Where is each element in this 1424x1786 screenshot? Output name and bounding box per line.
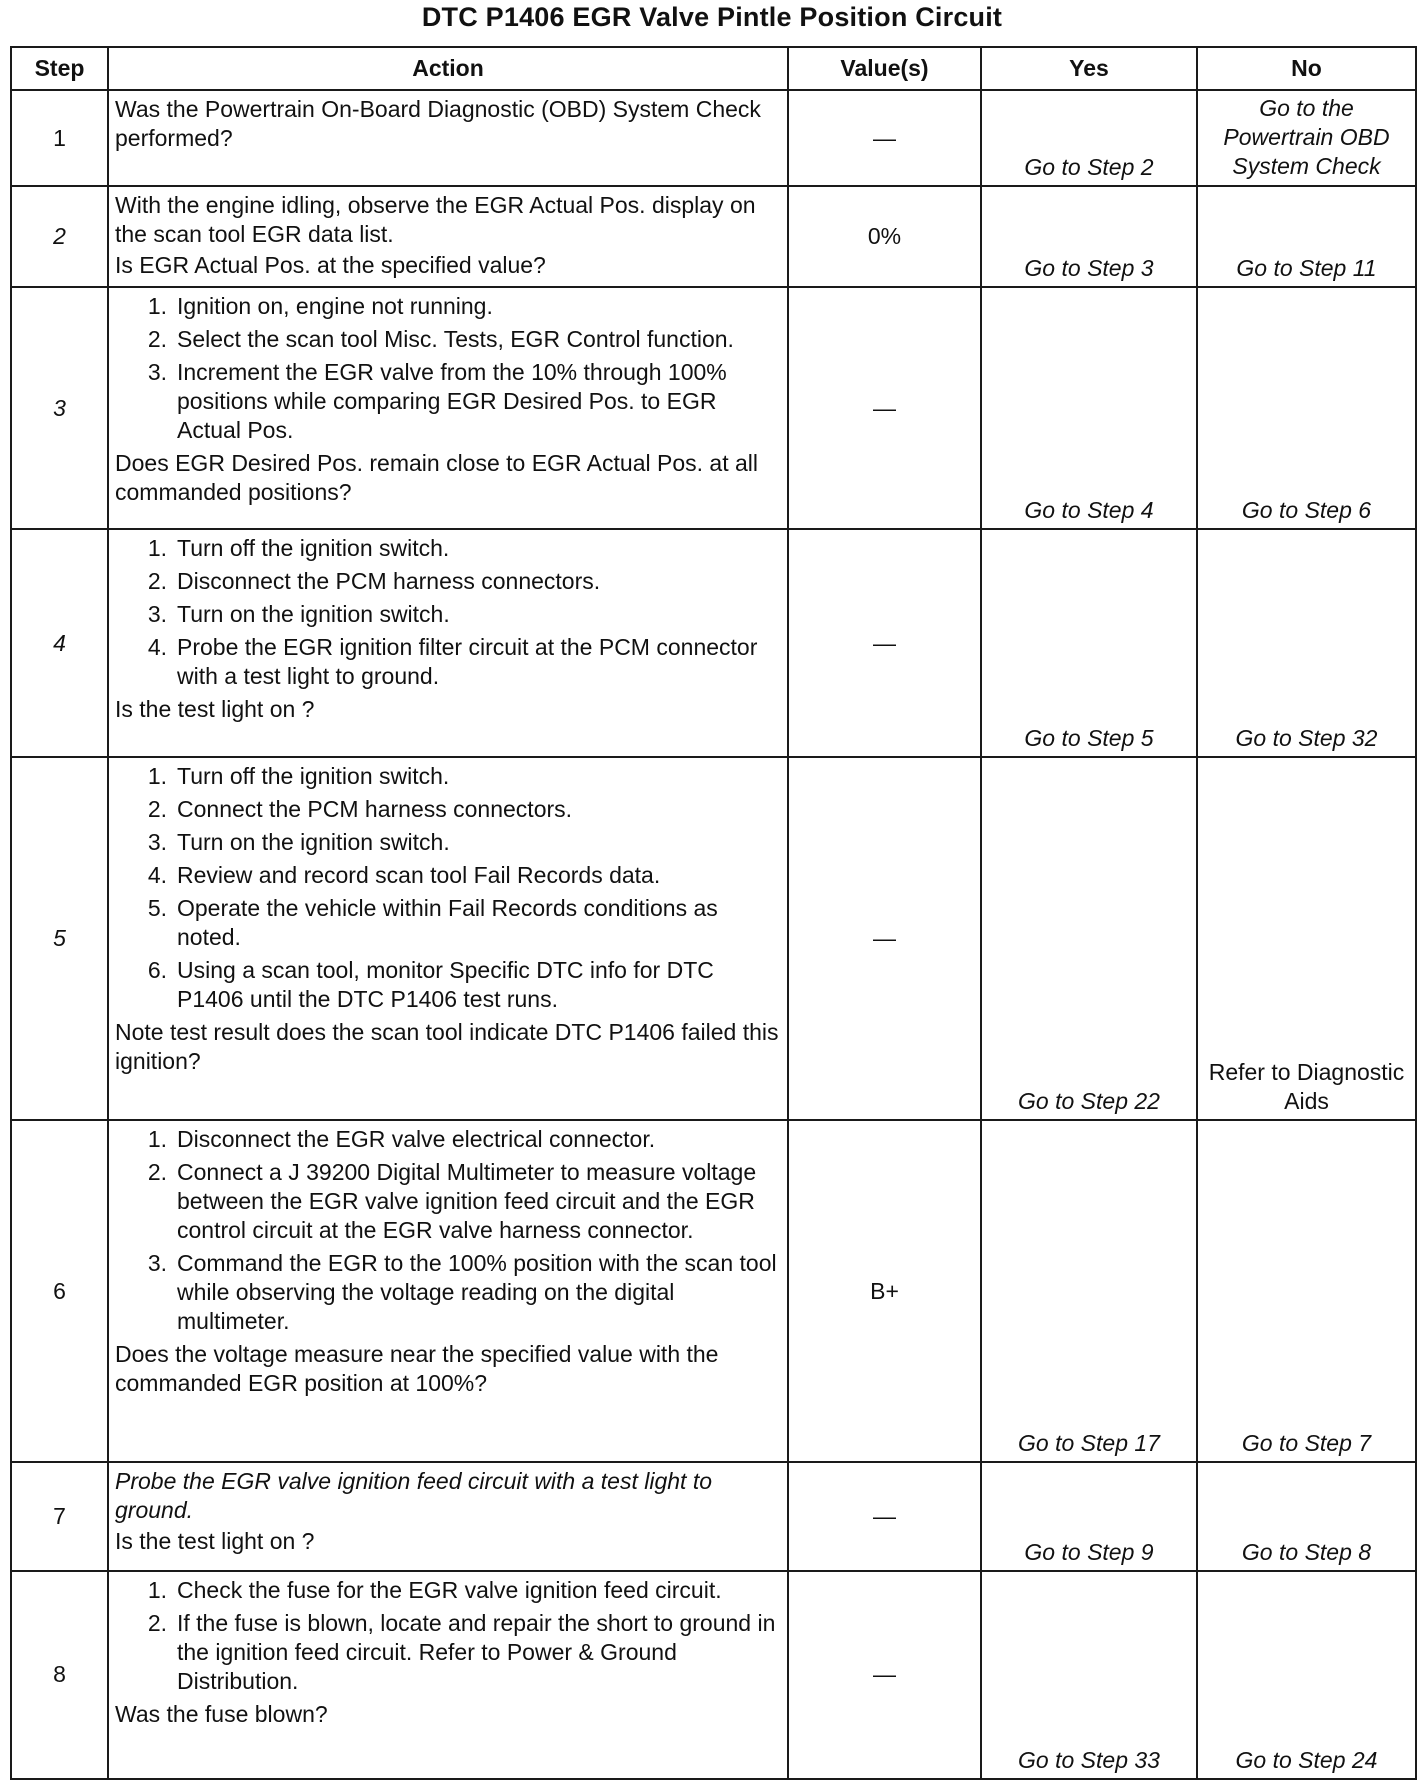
action-question: Note test result does the scan tool indicate DTC P1406 failed this ignition? — [115, 1018, 779, 1074]
header-values: Value(s) — [788, 47, 981, 90]
substep — [115, 1249, 781, 1336]
step-number: 7 — [11, 1462, 108, 1571]
no-cell: Go to Step 6 — [1197, 287, 1416, 529]
action-text: With the engine idling, observe the EGR Actual Pos. display on the scan tool EGR data list. — [115, 192, 756, 248]
substep — [115, 567, 781, 596]
substep-number: 2. — [147, 1609, 167, 1636]
substep-number: 1. — [147, 1576, 167, 1603]
substep-text: Turn off the ignition switch. — [177, 535, 450, 562]
substep-text: Disconnect the PCM harness connectors. — [177, 568, 601, 595]
step-number: 2 — [11, 186, 108, 287]
substep — [115, 894, 781, 952]
diagnostic-table — [10, 46, 1417, 1780]
action-question: Is the test light on ? — [115, 1527, 315, 1554]
yes-cell: Go to Step 4 — [981, 287, 1197, 529]
substep-text: Connect a J 39200 Digital Multimeter to measure voltage between the EGR valve ignition feed circuit and the EGR control circuit at the EGR valve harness connector. — [177, 1159, 757, 1244]
no-cell: Go to Step 32 — [1197, 529, 1416, 757]
substep — [115, 292, 781, 321]
substep-text: Probe the EGR ignition filter circuit at the PCM connector with a test light to ground. — [177, 634, 758, 690]
step-number: 5 — [11, 757, 108, 1120]
value-cell: — — [788, 1571, 981, 1779]
action-text: Was the Powertrain On-Board Diagnostic (OBD) System Check performed? — [115, 96, 761, 151]
table-row — [11, 1120, 1416, 1462]
action-text: Probe the EGR valve ignition feed circuit with a test light to ground. — [115, 1467, 713, 1523]
substep-text: Turn off the ignition switch. — [177, 762, 450, 789]
table-row — [11, 757, 1416, 1120]
step-number: 3 — [11, 287, 108, 529]
substep-number: 1. — [147, 1126, 167, 1153]
substep-text: Turn on the ignition switch. — [177, 828, 450, 855]
action-cell — [108, 186, 788, 287]
no-cell: Refer to Diagnostic Aids — [1197, 757, 1416, 1120]
table-row — [11, 186, 1416, 287]
substep-text: Increment the EGR valve from the 10% through 100% positions while comparing EGR Desired Pos. to EGR Actual Pos. — [177, 359, 727, 443]
substep-number: 2. — [147, 326, 167, 352]
action-cell — [108, 757, 788, 1120]
no-cell: Go to Step 7 — [1197, 1120, 1416, 1462]
substep-text: Using a scan tool, monitor Specific DTC info for DTC P1406 until the DTC P1406 test runs. — [177, 956, 714, 1012]
substep-number: 1. — [147, 293, 167, 319]
table-row — [11, 287, 1416, 529]
substep-text: If the fuse is blown, locate and repair the short to ground in the ignition feed circuit. Refer to Power & Ground Distribution. — [177, 1609, 776, 1694]
table-row — [11, 1462, 1416, 1571]
substep-text: Review and record scan tool Fail Records data. — [177, 861, 661, 888]
value-cell: — — [788, 1462, 981, 1571]
substep-text: Select the scan tool Misc. Tests, EGR Control function. — [177, 326, 734, 352]
substep-number: 2. — [147, 795, 167, 822]
header-row — [11, 47, 1416, 90]
header-step: Step — [11, 47, 108, 90]
substep-text: Operate the vehicle within Fail Records conditions as noted. — [177, 894, 718, 950]
no-cell: Go to the Powertrain OBD System Check — [1197, 90, 1416, 186]
value-cell: — — [788, 757, 981, 1120]
substep-text: Disconnect the EGR valve electrical connector. — [177, 1126, 656, 1153]
substep-number: 5. — [147, 894, 167, 921]
no-cell: Go to Step 24 — [1197, 1571, 1416, 1779]
action-question: Does the voltage measure near the specified value with the commanded EGR position at 100%? — [115, 1341, 719, 1397]
yes-cell: Go to Step 5 — [981, 529, 1197, 757]
substep-number: 3. — [147, 828, 167, 855]
substep-number: 4. — [147, 634, 167, 661]
substep — [115, 534, 781, 563]
step-number: 1 — [11, 90, 108, 186]
substep-text: Connect the PCM harness connectors. — [177, 795, 573, 822]
table-row — [11, 529, 1416, 757]
substep — [115, 600, 781, 629]
substep-number: 2. — [147, 568, 167, 595]
substep — [115, 358, 781, 445]
value-cell: B+ — [788, 1120, 981, 1462]
substep-text: Check the fuse for the EGR valve ignition feed circuit. — [177, 1576, 722, 1603]
header-action: Action — [108, 47, 788, 90]
substep-number: 3. — [147, 601, 167, 628]
yes-cell: Go to Step 17 — [981, 1120, 1197, 1462]
action-cell — [108, 529, 788, 757]
action-question: Was the fuse blown? — [115, 1700, 328, 1727]
page-title: DTC P1406 EGR Valve Pintle Position Circuit — [421, 2, 1003, 32]
substep-number: 3. — [147, 1250, 167, 1277]
action-question: Is EGR Actual Pos. at the specified value? — [115, 252, 546, 279]
header-yes: Yes — [981, 47, 1197, 90]
substep — [115, 1609, 781, 1696]
substep-text: Ignition on, engine not running. — [177, 293, 493, 319]
substep-number: 3. — [147, 359, 167, 385]
substep-number: 1. — [147, 535, 167, 562]
action-question: Is the test light on ? — [115, 696, 315, 723]
substep — [115, 861, 781, 890]
substep — [115, 795, 781, 824]
substep-number: 1. — [147, 762, 167, 789]
yes-cell: Go to Step 2 — [981, 90, 1197, 186]
substep-number: 4. — [147, 861, 167, 888]
value-cell: 0% — [788, 186, 981, 287]
substep — [115, 956, 781, 1014]
action-cell — [108, 1462, 788, 1571]
yes-cell: Go to Step 9 — [981, 1462, 1197, 1571]
substep-text: Command the EGR to the 100% position with the scan tool while observing the voltage reading on the digital multimeter. — [177, 1250, 777, 1335]
substep — [115, 1125, 781, 1154]
table-row — [11, 90, 1416, 186]
substep — [115, 828, 781, 857]
substep-number: 2. — [147, 1159, 167, 1186]
step-number: 4 — [11, 529, 108, 757]
action-cell — [108, 1120, 788, 1462]
substep — [115, 633, 781, 691]
action-question: Does EGR Desired Pos. remain close to EGR Actual Pos. at all commanded positions? — [115, 450, 758, 505]
substep — [115, 762, 781, 791]
action-cell — [108, 287, 788, 529]
substep-text: Turn on the ignition switch. — [177, 601, 450, 628]
no-cell: Go to Step 8 — [1197, 1462, 1416, 1571]
substep — [115, 1576, 781, 1605]
substep — [115, 1158, 781, 1245]
action-cell — [108, 90, 788, 186]
value-cell: — — [788, 287, 981, 529]
yes-cell: Go to Step 3 — [981, 186, 1197, 287]
header-no: No — [1197, 47, 1416, 90]
value-cell: — — [788, 529, 981, 757]
table-row — [11, 1571, 1416, 1779]
no-cell: Go to Step 11 — [1197, 186, 1416, 287]
step-number: 8 — [11, 1571, 108, 1779]
substep-number: 6. — [147, 956, 167, 983]
step-number: 6 — [11, 1120, 108, 1462]
substep — [115, 325, 781, 354]
yes-cell: Go to Step 22 — [981, 757, 1197, 1120]
yes-cell: Go to Step 33 — [981, 1571, 1197, 1779]
value-cell: — — [788, 90, 981, 186]
action-cell — [108, 1571, 788, 1779]
